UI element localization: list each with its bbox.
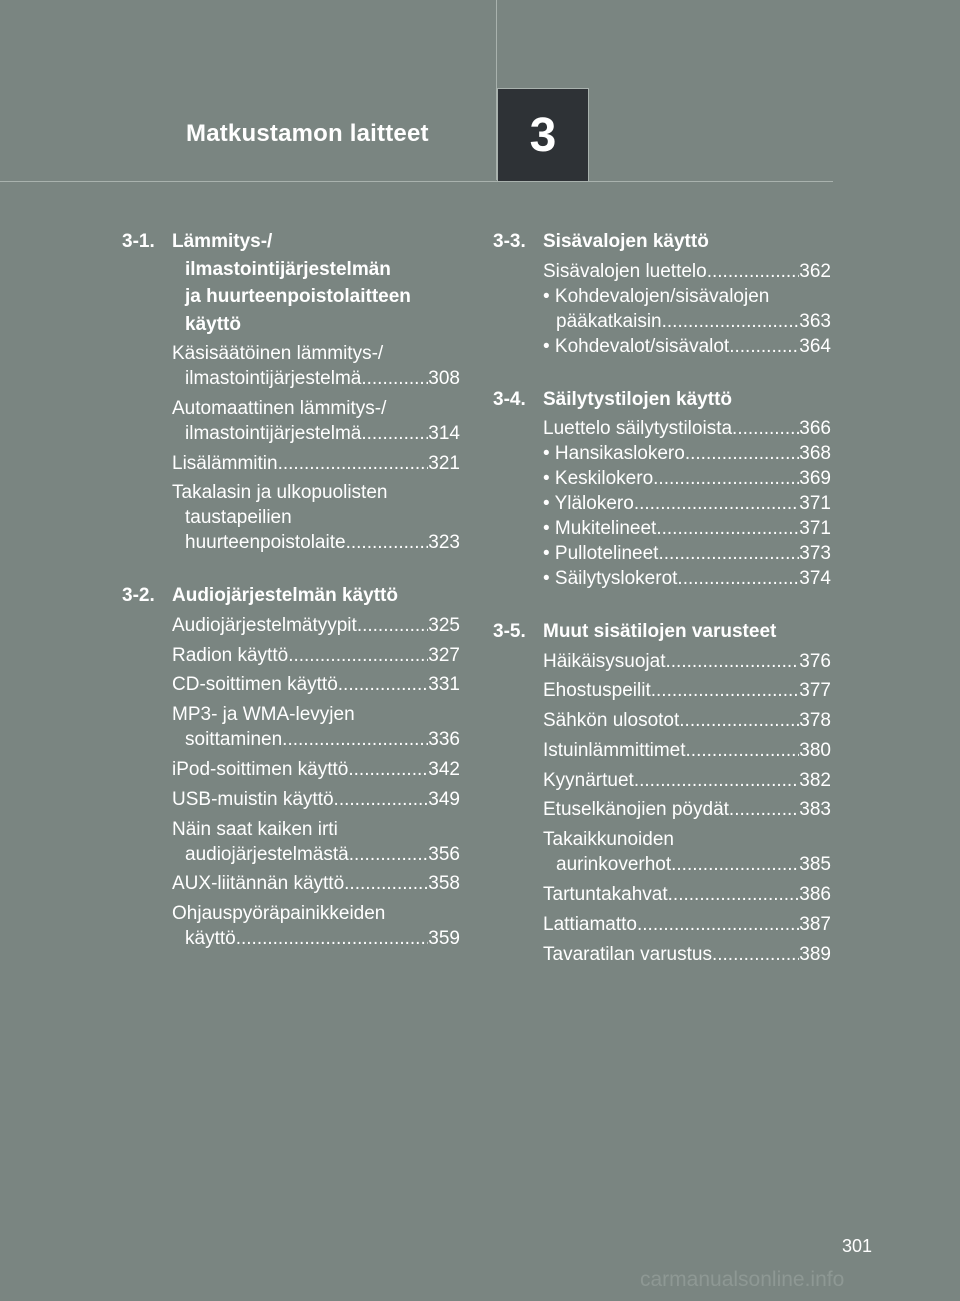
toc-page-number: 362 xyxy=(799,260,831,282)
toc-entry-text: Lisälämmitin xyxy=(172,452,278,474)
page-number: 301 xyxy=(842,1236,873,1256)
toc-entry[interactable] xyxy=(543,942,831,967)
toc-entry[interactable] xyxy=(543,334,831,359)
section-heading xyxy=(493,228,831,256)
leader-dots xyxy=(282,727,428,752)
toc-entry-text: MP3- ja WMA-levyjen xyxy=(172,704,355,726)
toc-entry-text: Tartuntakahvat xyxy=(543,884,668,906)
toc-entry[interactable] xyxy=(543,541,831,566)
toc-entry-line xyxy=(543,852,831,877)
toc-page-number: 331 xyxy=(428,674,460,696)
leader-dots xyxy=(637,912,799,937)
toc-page-number: 363 xyxy=(799,310,831,332)
toc-entry-text: • Hansikaslokero xyxy=(543,443,685,464)
toc-entry[interactable] xyxy=(543,516,831,541)
section-entries xyxy=(543,649,831,967)
leader-dots xyxy=(634,491,799,516)
toc-entry-text: Takalasin ja ulkopuolisten xyxy=(172,482,388,504)
toc-page-number: 342 xyxy=(428,759,460,781)
leader-dots xyxy=(288,643,428,668)
section-heading xyxy=(493,618,831,646)
toc-entry-text: AUX-liitännän käyttö xyxy=(172,873,345,895)
toc-page-number: 359 xyxy=(428,928,460,950)
toc-entry-line xyxy=(172,926,460,951)
toc-entry-line xyxy=(172,613,460,638)
toc-page-number: 377 xyxy=(799,680,831,702)
toc-entry-line xyxy=(543,912,831,937)
toc-page-number: 380 xyxy=(799,739,831,761)
toc-section xyxy=(122,582,460,951)
toc-entry-text: ilmastointijärjestelmä xyxy=(185,368,362,389)
toc-entry-line xyxy=(543,678,831,703)
leader-dots xyxy=(729,797,799,822)
toc-entry-line xyxy=(172,702,460,727)
toc-section xyxy=(493,618,831,967)
toc-entry-text: taustapeilien xyxy=(185,507,292,529)
toc-entry[interactable] xyxy=(543,259,831,284)
toc-entry-text: Käsisäätöinen lämmitys-/ xyxy=(172,343,384,364)
leader-dots xyxy=(729,334,799,359)
section-title-line: Muut sisätilojen varusteet xyxy=(543,621,777,642)
leader-dots xyxy=(361,366,428,391)
toc-entry-line xyxy=(543,649,831,674)
toc-entry-line xyxy=(172,480,460,505)
section-number: 3-3. xyxy=(493,231,526,252)
section-title xyxy=(543,618,831,646)
toc-entry-text: ilmastointijärjestelmä xyxy=(185,422,362,444)
leader-dots xyxy=(236,926,429,951)
leader-dots xyxy=(677,566,799,591)
toc-page-number: 366 xyxy=(799,418,831,439)
leader-dots xyxy=(349,842,429,867)
toc-entry-line xyxy=(172,842,460,867)
toc-entry[interactable] xyxy=(543,416,831,441)
leader-dots xyxy=(656,516,799,541)
toc-entry-line xyxy=(172,643,460,668)
toc-page-number: 373 xyxy=(799,543,831,564)
toc-entry[interactable] xyxy=(543,441,831,466)
toc-entry-text: Tavaratilan varustus xyxy=(543,943,712,965)
leader-dots xyxy=(338,672,429,697)
leader-dots xyxy=(662,309,800,334)
toc-page-number: 308 xyxy=(428,368,460,389)
toc-entry-text: huurteenpoistolaite xyxy=(185,532,346,554)
toc-entry-text: • Kohdevalojen/sisävalojen xyxy=(543,285,770,307)
toc-entry-text: audiojärjestelmästä xyxy=(185,843,349,865)
section-number: 3-4. xyxy=(493,388,526,410)
section-title-line: Audiojärjestelmän käyttö xyxy=(172,585,398,607)
toc-page-number: 383 xyxy=(799,799,831,821)
toc-entry[interactable] xyxy=(172,613,460,638)
toc-entry-line xyxy=(172,396,460,421)
toc-entry[interactable] xyxy=(172,396,460,446)
toc-entry-text: Ohjauspyöräpainikkeiden xyxy=(172,903,386,925)
chapter-title: Matkustamon laitteet xyxy=(186,120,429,147)
toc-entry-text: CD-soittimen käyttö xyxy=(172,674,338,696)
leader-dots xyxy=(679,708,799,733)
leader-dots xyxy=(344,871,428,896)
toc-page-number: 374 xyxy=(799,568,831,589)
toc-entry[interactable] xyxy=(172,757,460,782)
leader-dots xyxy=(346,530,429,555)
toc-page-number: 323 xyxy=(428,532,460,554)
toc-left-column xyxy=(122,228,460,978)
section-entries xyxy=(172,341,460,555)
toc-page-number: 327 xyxy=(428,644,460,666)
toc-page-number: 369 xyxy=(799,468,831,489)
toc-entry-text: Sähkön ulosotot xyxy=(543,710,680,732)
toc-entry[interactable] xyxy=(172,702,460,752)
toc-page-number: 336 xyxy=(428,729,460,751)
toc-page-number: 385 xyxy=(799,854,831,876)
toc-entry[interactable] xyxy=(172,871,460,896)
toc-entry-line xyxy=(543,768,831,793)
toc-entry[interactable] xyxy=(172,787,460,812)
toc-page-number: 382 xyxy=(799,769,831,791)
section-number: 3-5. xyxy=(493,621,526,642)
leader-dots xyxy=(651,678,800,703)
toc-entry-text: • Säilytyslokerot xyxy=(543,568,678,589)
leader-dots xyxy=(707,259,800,284)
toc-entry[interactable] xyxy=(543,768,831,793)
toc-page-number: 314 xyxy=(428,422,460,444)
section-heading xyxy=(122,228,460,338)
toc-entry-text: Etuselkänojien pöydät xyxy=(543,799,729,821)
toc-entry[interactable] xyxy=(543,827,831,877)
toc-entry-line xyxy=(172,672,460,697)
toc-page-number: 325 xyxy=(428,614,460,636)
leader-dots xyxy=(658,541,799,566)
leader-dots xyxy=(334,787,429,812)
section-entries xyxy=(543,259,831,359)
toc-entry-line xyxy=(172,817,460,842)
section-title xyxy=(543,228,831,256)
toc-entry-text: pääkatkaisin xyxy=(556,310,662,332)
toc-entry-line xyxy=(543,738,831,763)
toc-entry-line xyxy=(543,797,831,822)
section-heading xyxy=(493,386,831,414)
toc-entry-text: Automaattinen lämmitys-/ xyxy=(172,397,387,419)
toc-entry-text: • Ylälokero xyxy=(543,493,634,514)
toc-entry-text: Sisävalojen luettelo xyxy=(543,260,707,282)
toc-entry-text: Takaikkunoiden xyxy=(543,829,674,851)
toc-entry-text: • Kohdevalot/sisävalot xyxy=(543,335,730,357)
toc-entry-line xyxy=(172,505,460,530)
toc-entry-line xyxy=(172,757,460,782)
toc-entry[interactable] xyxy=(543,649,831,674)
toc-entry-line xyxy=(172,901,460,926)
section-title xyxy=(172,582,460,610)
section-title-line: Säilytystilojen käyttö xyxy=(543,388,733,410)
toc-entry-line xyxy=(543,259,831,284)
toc-entry[interactable] xyxy=(172,643,460,668)
toc-entry-text: Istuinlämmittimet xyxy=(543,739,686,761)
toc-entry-line xyxy=(543,416,831,441)
toc-entry-line xyxy=(543,566,831,591)
toc-page-number: 364 xyxy=(799,335,831,357)
toc-entry[interactable] xyxy=(172,817,460,867)
toc-entry-line xyxy=(172,366,460,391)
toc-page-number: 386 xyxy=(799,884,831,906)
toc-right-column xyxy=(493,228,831,994)
toc-entry[interactable] xyxy=(543,738,831,763)
toc-entry-line xyxy=(543,882,831,907)
toc-entry-line xyxy=(543,491,831,516)
leader-dots xyxy=(712,942,799,967)
toc-entry[interactable] xyxy=(172,451,460,476)
section-number: 3-2. xyxy=(122,585,155,607)
toc-entry-line xyxy=(543,466,831,491)
section-title-line: käyttö xyxy=(185,313,241,335)
header-horizontal-rule xyxy=(0,181,833,182)
leader-dots xyxy=(666,649,800,674)
toc-entry-line xyxy=(543,441,831,466)
toc-entry-text: Kyynärtuet xyxy=(543,769,634,791)
section-title-line: ja huurteenpoistolaitteen xyxy=(185,286,411,307)
toc-entry-line xyxy=(172,871,460,896)
toc-entry[interactable] xyxy=(172,901,460,951)
toc-entry-text: käyttö xyxy=(185,928,236,950)
toc-entry-line xyxy=(172,530,460,555)
leader-dots xyxy=(348,757,428,782)
toc-entry-text: aurinkoverhot xyxy=(556,854,672,876)
toc-page-number: 376 xyxy=(799,650,831,672)
leader-dots xyxy=(653,466,799,491)
leader-dots xyxy=(668,882,800,907)
toc-entry-text: Lattiamatto xyxy=(543,913,637,935)
toc-entry-line xyxy=(543,516,831,541)
toc-entry-line xyxy=(172,787,460,812)
chapter-number-tab: 3 xyxy=(497,88,589,181)
section-heading xyxy=(122,582,460,610)
toc-entry[interactable] xyxy=(543,491,831,516)
toc-entry-text: • Keskilokero xyxy=(543,468,654,489)
toc-entry[interactable] xyxy=(543,797,831,822)
section-title-line: Sisävalojen käyttö xyxy=(543,231,709,252)
leader-dots xyxy=(634,768,799,793)
toc-entry-text: soittaminen xyxy=(185,729,283,751)
toc-page-number: 387 xyxy=(799,913,831,935)
toc-entry-text: • Pullotelineet xyxy=(543,543,659,564)
toc-page-number: 356 xyxy=(428,843,460,865)
toc-section xyxy=(122,228,460,555)
toc-entry[interactable] xyxy=(543,284,831,334)
toc-entry[interactable] xyxy=(543,882,831,907)
toc-entry[interactable] xyxy=(543,466,831,491)
toc-entry-line xyxy=(172,341,460,366)
toc-entry-line xyxy=(172,421,460,446)
toc-page-number: 321 xyxy=(428,452,460,474)
toc-entry-line xyxy=(172,451,460,476)
toc-page-number: 349 xyxy=(428,788,460,810)
toc-entry[interactable] xyxy=(172,480,460,555)
toc-page-number: 368 xyxy=(799,443,831,464)
toc-entry-text: Audiojärjestelmätyypit xyxy=(172,614,357,636)
section-title-line: Lämmitys-/ xyxy=(172,231,273,252)
leader-dots xyxy=(361,421,428,446)
toc-entry-line xyxy=(543,827,831,852)
toc-entry-text: • Mukitelineet xyxy=(543,518,657,539)
section-entries xyxy=(543,416,831,591)
toc-entry[interactable] xyxy=(543,708,831,733)
leader-dots xyxy=(357,613,428,638)
section-title xyxy=(543,386,831,414)
toc-entry[interactable] xyxy=(543,912,831,937)
toc-entry-text: USB-muistin käyttö xyxy=(172,788,334,810)
toc-entry-line xyxy=(172,727,460,752)
section-entries xyxy=(172,613,460,951)
toc-entry[interactable] xyxy=(543,566,831,591)
toc-page-number: 389 xyxy=(799,943,831,965)
toc-entry-text: iPod-soittimen käyttö xyxy=(172,759,349,781)
toc-entry-line xyxy=(543,334,831,359)
toc-entry-line xyxy=(543,541,831,566)
toc-page-number: 371 xyxy=(799,493,831,514)
toc-page-number: 378 xyxy=(799,710,831,732)
leader-dots xyxy=(671,852,799,877)
toc-entry[interactable] xyxy=(172,341,460,391)
section-title-line: ilmastointijärjestelmän xyxy=(185,258,391,280)
toc-entry-text: Radion käyttö xyxy=(172,644,289,666)
section-title xyxy=(172,228,460,338)
toc-entry-line xyxy=(543,284,831,309)
toc-page-number: 371 xyxy=(799,518,831,539)
toc-entry[interactable] xyxy=(543,678,831,703)
toc-entry-line xyxy=(543,309,831,334)
toc-entry-line xyxy=(543,942,831,967)
leader-dots xyxy=(732,416,799,441)
leader-dots xyxy=(278,451,429,476)
toc-entry-text: Näin saat kaiken irti xyxy=(172,818,338,840)
site-watermark: carmanualsonline.info xyxy=(640,1268,845,1291)
toc-section xyxy=(493,386,831,592)
toc-entry-text: Häikäisysuojat xyxy=(543,650,666,672)
toc-page-number: 358 xyxy=(428,873,460,895)
toc-entry-line xyxy=(543,708,831,733)
section-number: 3-1. xyxy=(122,231,155,252)
leader-dots xyxy=(685,441,799,466)
toc-entry[interactable] xyxy=(172,672,460,697)
toc-entry-text: Luettelo säilytystiloista xyxy=(543,418,733,439)
leader-dots xyxy=(686,738,800,763)
toc-entry-text: Ehostuspeilit xyxy=(543,680,651,702)
toc-section xyxy=(493,228,831,359)
